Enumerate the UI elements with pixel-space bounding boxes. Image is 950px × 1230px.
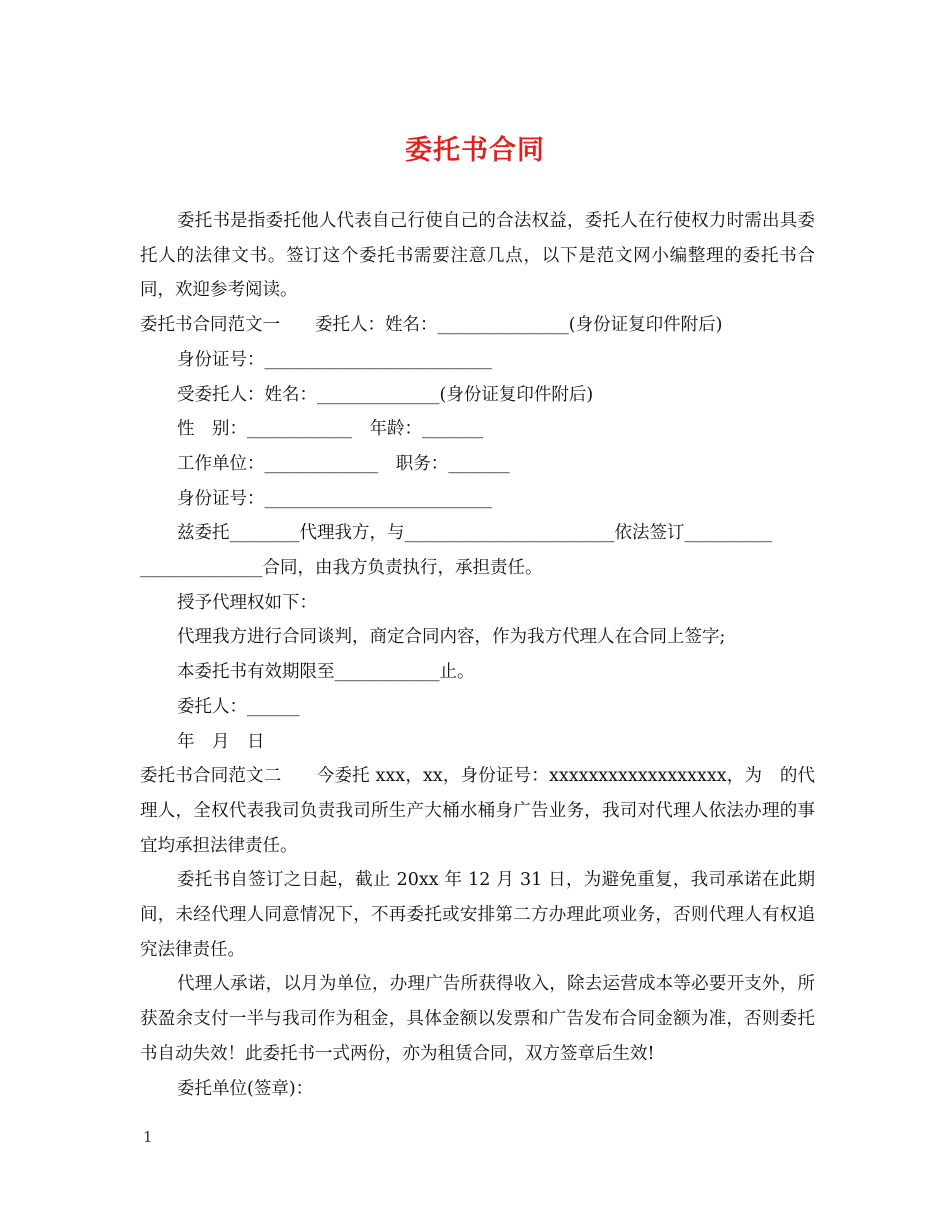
sample1-header-line: 委托书合同范文一 委托人：姓名：_______________(身份证复印件附后) xyxy=(140,315,723,336)
document-title: 委托书合同 xyxy=(405,135,545,166)
sample1-contract-line: ______________合同，由我方负责执行，承担责任。 xyxy=(140,558,543,579)
sample1-principal-signature: 委托人：______ xyxy=(177,696,300,717)
sample1-validity-line: 本委托书有效期限至____________止。 xyxy=(177,662,475,683)
sample2-paragraph-3: 代理人承诺，以月为单位，办理广告所获得收入，除去运营成本等必要开支外，所获盈余支付一半与我司作为租金，具体金额以发票和广告发布合同金额为准，否则委托书自动失效！此委托书一式两份，亦为租赁合同，双方签章后生效! xyxy=(140,974,815,1064)
sample1-workplace-line: 工作单位：_____________ 职务：_______ xyxy=(177,453,510,474)
sample1-gender-age-line: 性 别：____________ 年龄：_______ xyxy=(177,419,484,440)
sample1-date-line: 年 月 日 xyxy=(177,731,265,752)
sample1-id-line: 身份证号：__________________________ xyxy=(177,349,492,370)
sample2-paragraph-1: 委托书合同范文二 今委托 xxx，xx，身份证号：xxxxxxxxxxxxxxxxxx，为 的代理人，全权代表我司负责我司所生产大桶水桶身广告业务，我司对代理人依法办理的事宜均承担法律责任。 xyxy=(140,766,815,856)
sample1-authority-heading: 授予代理权如下： xyxy=(177,592,317,613)
sample1-authority-item: 代理我方进行合同谈判，商定合同内容，作为我方代理人在合同上签字; xyxy=(177,627,726,648)
sample2-seal-line: 委托单位(签章)： xyxy=(177,1078,314,1099)
sample1-agent-id-line: 身份证号：__________________________ xyxy=(177,488,492,509)
page-number: 1 xyxy=(143,1128,153,1146)
intro-paragraph: 委托书是指委托他人代表自己行使自己的合法权益，委托人在行使权力时需出具委托人的法律文书。签订这个委托书需要注意几点，以下是范文网小编整理的委托书合同，欢迎参考阅读。 xyxy=(140,211,815,301)
sample2-paragraph-2: 委托书自签订之日起，截止 20xx 年 12 月 31 日，为避免重复，我司承诺在此期间，未经代理人同意情况下，不再委托或安排第二方办理此项业务，否则代理人有权追究法律责任。 xyxy=(140,870,815,960)
sample1-agent-name-line: 受委托人：姓名：______________(身份证复印件附后) xyxy=(177,384,594,405)
document-body xyxy=(140,204,815,1106)
sample1-entrust-line: 兹委托________代理我方，与________________________依法签订__________ xyxy=(177,523,772,544)
